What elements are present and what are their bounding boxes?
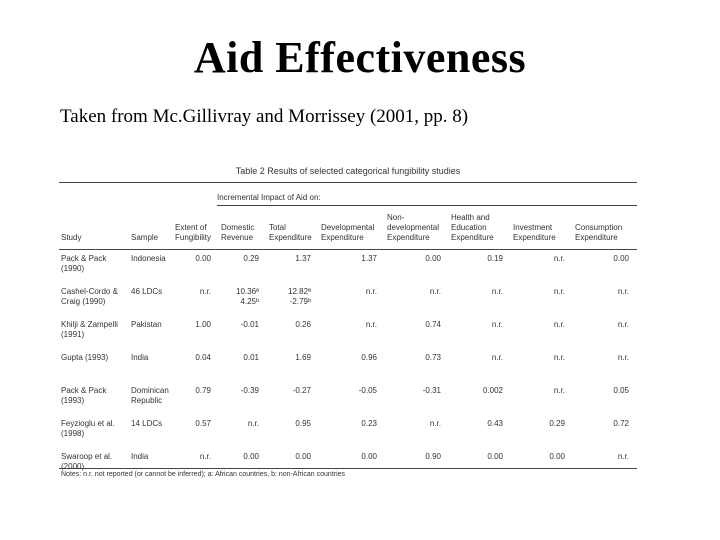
table-notes: Notes: n.r. not reported (or cannot be inferred); a: African countries, b: non-African countries	[61, 471, 346, 478]
cell-value: 0.79	[195, 386, 211, 395]
table-row	[59, 382, 637, 415]
cell-value: 0.00	[295, 452, 311, 461]
slide-title: Aid Effectiveness	[193, 33, 527, 82]
cell-sample: 46 LDCs	[131, 287, 163, 296]
cell-value: n.r.	[553, 386, 565, 395]
cell-study: Pack & Pack (1993)	[61, 386, 107, 405]
header-extent-of-fungibility: Extent of Fungibility	[173, 213, 219, 250]
cell-study: Feyzioglu et al. (1998)	[61, 419, 115, 438]
table-caption: Table 2 Results of selected categorical fungibility studies	[235, 166, 461, 176]
cell-value: -0.31	[422, 386, 441, 395]
table-row	[59, 349, 637, 382]
cell-value: 0.74	[425, 320, 441, 329]
cell-value: 0.43	[487, 419, 503, 428]
fungibility-table	[59, 213, 637, 481]
cell-value: -0.39	[240, 386, 259, 395]
cell-value: 0.00	[361, 452, 377, 461]
cell-value: n.r.	[617, 452, 629, 461]
cell-value: n.r.	[429, 419, 441, 428]
cell-value: n.r.	[553, 320, 565, 329]
cell-value: 0.29	[549, 419, 565, 428]
cell-sample: Pakistan	[131, 320, 162, 329]
cell-value: n.r.	[553, 287, 565, 296]
slide-subtitle: Taken from Mc.Gillivray and Morrissey (2001, pp. 8)	[60, 106, 469, 127]
impact-label: Incremental Impact of Aid on:	[217, 193, 321, 202]
cell-value: n.r.	[617, 353, 629, 362]
cell-value: 10.36ª 4.25ᵇ	[236, 287, 259, 306]
table-bottom-rule	[59, 468, 637, 469]
cell-value: n.r.	[491, 320, 503, 329]
cell-value: n.r.	[365, 287, 377, 296]
cell-value: n.r.	[199, 452, 211, 461]
fungibility-table-figure	[59, 166, 637, 486]
cell-value: n.r.	[247, 419, 259, 428]
header-developmental-expenditure: Developmental Expenditure	[319, 213, 385, 250]
cell-value: n.r.	[553, 353, 565, 362]
cell-value: 0.002	[482, 386, 503, 395]
header-study: Study	[59, 213, 129, 250]
cell-value: n.r.	[365, 320, 377, 329]
cell-value: 0.00	[613, 254, 629, 263]
cell-sample: India	[131, 353, 149, 362]
cell-value: 0.90	[425, 452, 441, 461]
cell-value: n.r.	[199, 287, 211, 296]
table-row	[59, 250, 637, 284]
cell-value: n.r.	[617, 287, 629, 296]
cell-value: 0.00	[195, 254, 211, 263]
cell-value: 1.69	[295, 353, 311, 362]
cell-value: 1.37	[361, 254, 377, 263]
table-header-row	[59, 213, 637, 250]
header-total-expenditure: Total Expenditure	[267, 213, 319, 250]
cell-value: -0.05	[358, 386, 377, 395]
cell-value: 1.37	[295, 254, 311, 263]
cell-study: Cashel-Cordo & Craig (1990)	[61, 287, 118, 306]
cell-value: 0.00	[425, 254, 441, 263]
table-row	[59, 415, 637, 448]
cell-value: 0.00	[487, 452, 503, 461]
cell-value: -0.01	[240, 320, 259, 329]
cell-sample: Indonesia	[131, 254, 166, 263]
cell-value: n.r.	[491, 353, 503, 362]
cell-value: 0.29	[243, 254, 259, 263]
cell-value: 0.23	[361, 419, 377, 428]
cell-sample: 14 LDCs	[131, 419, 163, 428]
cell-study: Gupta (1993)	[61, 353, 109, 362]
cell-value: 1.00	[195, 320, 211, 329]
cell-study: Pack & Pack (1990)	[61, 254, 107, 273]
cell-study: Swaroop et al. (2000)	[61, 452, 113, 471]
cell-value: 0.19	[487, 254, 503, 263]
header-sample: Sample	[129, 213, 173, 250]
cell-value: 0.01	[243, 353, 259, 362]
cell-value: 12.82ª -2.79ᵇ	[288, 287, 311, 306]
cell-value: -0.27	[292, 386, 311, 395]
cell-value: n.r.	[553, 254, 565, 263]
cell-value: 0.73	[425, 353, 441, 362]
header-health-education-expenditure: Health and Education Expenditure	[449, 213, 511, 250]
impact-subrule	[217, 205, 637, 206]
cell-value: n.r.	[617, 320, 629, 329]
table-body	[59, 250, 637, 482]
header-domestic-revenue: Domestic Revenue	[219, 213, 267, 250]
cell-sample: Dominican Republic	[131, 386, 169, 405]
header-non-developmental-expenditure: Non-developmental Expenditure	[385, 213, 449, 250]
cell-value: 0.57	[195, 419, 211, 428]
cell-sample: India	[131, 452, 149, 461]
cell-value: 0.04	[195, 353, 211, 362]
table-top-rule	[59, 182, 637, 183]
cell-value: 0.72	[613, 419, 629, 428]
table-row	[59, 283, 637, 316]
cell-value: 0.00	[243, 452, 259, 461]
cell-value: n.r.	[429, 287, 441, 296]
cell-value: 0.05	[613, 386, 629, 395]
cell-value: 0.96	[361, 353, 377, 362]
cell-value: 0.00	[549, 452, 565, 461]
cell-study: Khilji & Zampelli (1991)	[61, 320, 118, 339]
header-consumption-expenditure: Consumption Expenditure	[573, 213, 637, 250]
cell-value: n.r.	[491, 287, 503, 296]
table-row	[59, 316, 637, 349]
cell-value: 0.26	[295, 320, 311, 329]
header-investment-expenditure: Investment Expenditure	[511, 213, 573, 250]
cell-value: 0.95	[295, 419, 311, 428]
